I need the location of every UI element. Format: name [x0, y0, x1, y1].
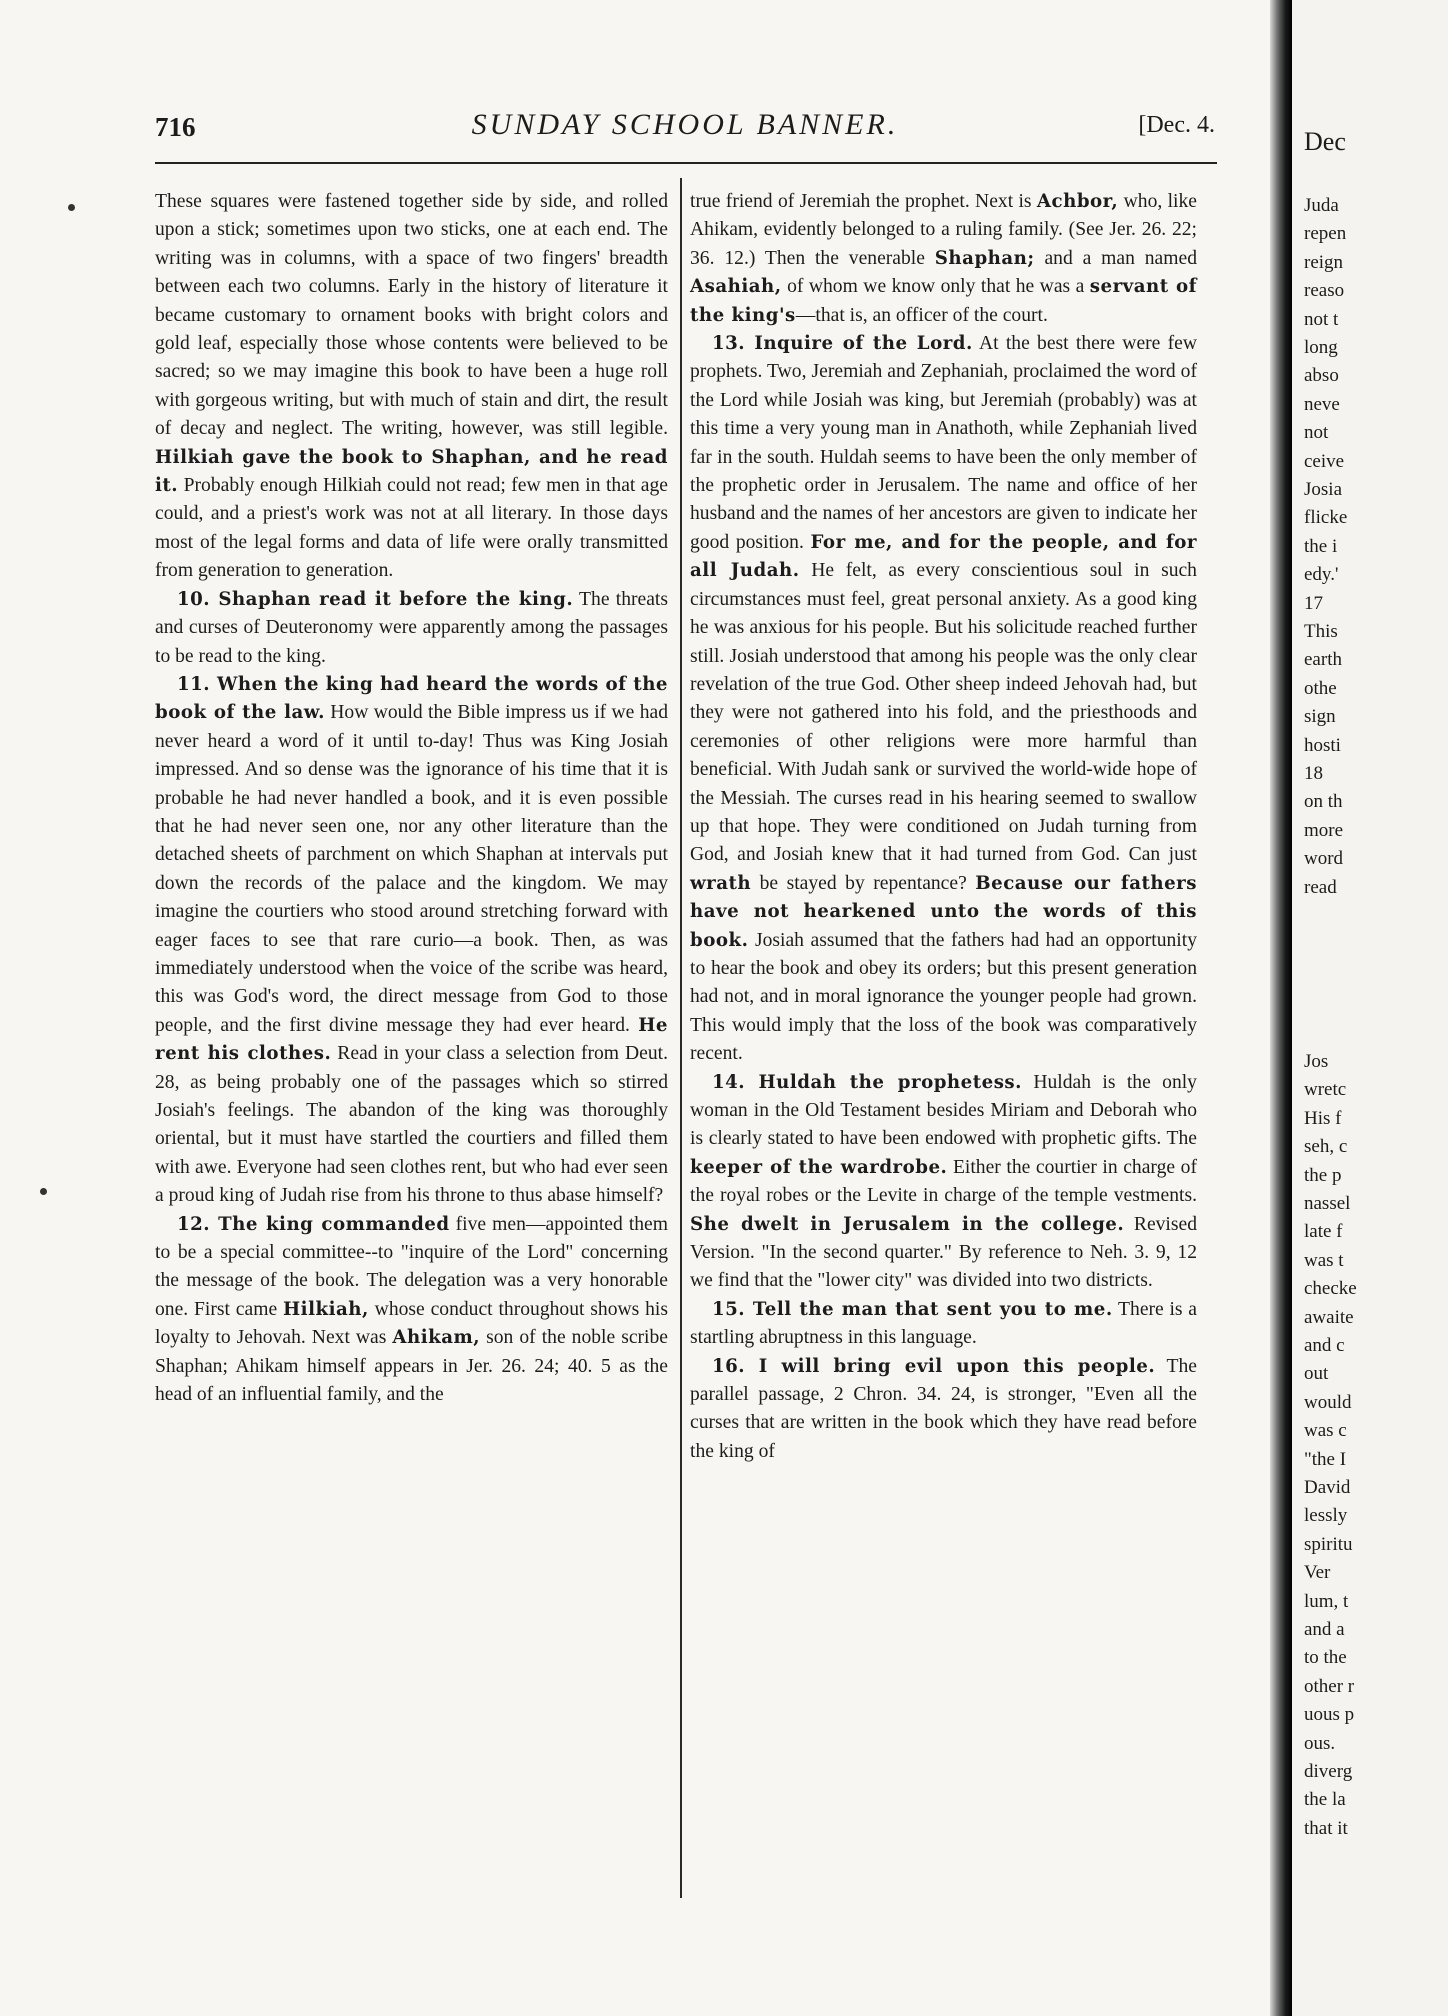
adjacent-page-line: neve: [1304, 393, 1340, 415]
paragraph-roll-description: These squares were fastened together side by side, and rolled upon a stick; sometimes upon two sticks, one at each end. The writing was in columns, with a space of two fingers' breadth between each two columns. Early in the history of literature it became customary to ornament books with bright colors and gold leaf, especially those whose contents were believed to be sacred; so we may imagine this book to have been a huge roll with gorgeous writing, but with much of stain and dirt, the result of decay and neglect. The writing, however, was still legible. Hilkiah gave the book to Shaphan, and he read it. Probably enough Hilkiah could not read; few men in that age could, and a priest's work was not at all literary. In those days most of the legal forms and data of life were orally transmitted from generation to generation.: [155, 191, 668, 582]
adjacent-page-line: Jos: [1304, 1051, 1329, 1072]
adjacent-page-line: would: [1304, 1391, 1352, 1413]
adjacent-page-line: diverg: [1304, 1761, 1353, 1782]
print-speck: [68, 204, 75, 211]
book-gutter: [1270, 0, 1292, 2016]
adjacent-page-line: ceive: [1304, 450, 1345, 472]
adjacent-page-line: lessly: [1304, 1505, 1348, 1527]
adjacent-page-line: was t: [1304, 1249, 1344, 1271]
adjacent-page-line: lum, t: [1304, 1590, 1349, 1612]
adjacent-page-line: and a: [1304, 1619, 1345, 1640]
adjacent-page-header: Dec: [1304, 127, 1346, 156]
adjacent-page-line: This: [1304, 621, 1338, 642]
adjacent-page-line: sign: [1304, 706, 1336, 728]
adjacent-page-line: hosti: [1304, 734, 1341, 756]
right-column: [690, 188, 1197, 1466]
adjacent-page-line: flicke: [1304, 507, 1348, 529]
adjacent-page-line: Josia: [1304, 479, 1342, 500]
adjacent-page-line: nassel: [1304, 1193, 1351, 1214]
adjacent-page-line: reaso: [1304, 280, 1345, 302]
adjacent-page-line: that it: [1304, 1817, 1348, 1839]
header-rule: [155, 162, 1217, 164]
adjacent-page-line: Juda: [1304, 195, 1339, 216]
adjacent-page-line: long: [1304, 337, 1338, 358]
adjacent-page-line: wretc: [1304, 1079, 1347, 1101]
adjacent-page-line: not: [1304, 422, 1329, 444]
adjacent-page-line: read: [1304, 876, 1337, 898]
column-divider: [680, 178, 682, 1898]
adjacent-page-line: more: [1304, 819, 1344, 841]
adjacent-page-line: 17: [1304, 592, 1323, 614]
adjacent-page-line: to the: [1304, 1647, 1347, 1669]
adjacent-page-line: spiritu: [1304, 1533, 1353, 1555]
print-speck: [40, 1188, 47, 1195]
adjacent-page-line: the i: [1304, 535, 1338, 557]
verse-14-note: 14. Huldah the prophetess. Huldah is the only woman in the Old Testament besides Miriam and Deborah who is clearly stated to have been endowed with prophetic gifts. The keeper of the wardrobe. Either the courtier in charge of the royal robes or the Levite in charge of the temple vestments. She dwelt in Jerusalem in the college. Revised Version. "In the second quarter." By reference to Neh. 3. 9, 12 we find that the "lower city" was divided into two districts.: [690, 1071, 1197, 1292]
adjacent-page-line: repen: [1304, 223, 1347, 245]
adjacent-page-line: 18: [1304, 763, 1323, 784]
adjacent-page-line: othe: [1304, 677, 1337, 699]
adjacent-page-line: reign: [1304, 251, 1344, 273]
page-header: [155, 108, 1215, 158]
adjacent-page-line: awaite: [1304, 1306, 1354, 1328]
masthead-title: SUNDAY SCHOOL BANNER.: [471, 108, 899, 141]
adjacent-page-line: Ver: [1304, 1562, 1331, 1584]
adjacent-page-line: abso: [1304, 365, 1339, 387]
adjacent-page-line: not t: [1304, 308, 1339, 330]
adjacent-page-line: other r: [1304, 1675, 1355, 1697]
page-number: 716: [155, 112, 196, 142]
verse-13-note: 13. Inquire of the Lord. At the best there were few prophets. Two, Jeremiah and Zephaniah, proclaimed the word of the Lord while Josiah was king, but Jeremiah (probably) was at this time a very young man in Anathoth, while Zephaniah lived far in the south. Huldah seems to have been the only member of the prophetic order in Jerusalem. The name and office of her husband and the names of her ancestors are given to indicate her good position. For me, and for the people, and for all Judah. He felt, as every conscientious soul in such circumstances must feel, great personal anxiety. As a good king he was anxious for his people. But his solicitude reached further still. Josiah understood that among his people was the only clear revelation of the true God. Other sheep indeed Jehovah had, but they were not gathered into his fold, and the priesthoods and ceremonies of other religions were more harmful than beneficial. With Judah sank or survived the world-wide hope of the Messiah. The curses read in his hearing seemed to swallow up that hope. They were conditioned on Judah turning from God, and Josiah knew that it had turned from God. Can just wrath be stayed by repentance? Because our fathers have not hearkened unto the words of this book. Josiah assumed that the fathers had had an opportunity to hear the book and obey its orders; but this present generation had not, and in moral ignorance the younger people had grown. This would imply that the loss of the book was comparatively recent.: [690, 333, 1197, 1065]
verse-12-note: 12. The king commanded five men—appointed them to be a special committee--to "inquire of the Lord" concerning the message of the book. The delegation was a very honorable one. First came Hilkiah, whose conduct throughout shows his loyalty to Jehovah. Next was Ahikam, son of the noble scribe Shaphan; Ahikam himself appears in Jer. 26. 24; 40. 5 as the head of an influential family, and the: [155, 1213, 668, 1406]
verse-15-note: 15. Tell the man that sent you to me. There is a startling abruptness in this language.: [690, 1298, 1197, 1349]
verse-16-note: 16. I will bring evil upon this people. The parallel passage, 2 Chron. 34. 24, is stronger, "Even all the curses that are written in the book which they have read before the king of: [690, 1355, 1197, 1462]
verse-11-note: 11. When the king had heard the words of the book of the law. How would the Bible impress us if we had never heard a word of it until to-day! Thus was King Josiah impressed. And so dense was the ignorance of his time that it is probable he had never handled a book, and it is even possible that he had never seen one, nor any other literature than the detached sheets of parchment on which Shaphan at intervals put down the records of the palace and the kingdom. We may imagine the courtiers who stood around stretching forward with eager faces to see that rare curio—a book. Then, as was immediately understood when the voice of the scribe was heard, this was God's word, the direct message from God to those people, and the first divine message they had ever heard. He rent his clothes. Read in your class a selection from Deut. 28, as being probably one of the passages which so stirred Josiah's feelings. The abandon of the king was thoroughly oriental, but it must have startled the courtiers and filled them with awe. Everyone had seen clothes rent, but who had ever seen a proud king of Judah rise from his throne to thus abase himself?: [155, 673, 668, 1207]
adjacent-page-line: seh, c: [1304, 1136, 1348, 1158]
adjacent-page-line: ous.: [1304, 1732, 1336, 1754]
adjacent-page-line: edy.': [1304, 564, 1339, 586]
adjacent-page-line: His f: [1304, 1107, 1342, 1129]
adjacent-page-line: uous p: [1304, 1704, 1355, 1726]
adjacent-page-line: the p: [1304, 1164, 1342, 1186]
issue-date: [Dec. 4.: [1138, 112, 1215, 138]
adjacent-page-line: was c: [1304, 1420, 1347, 1442]
delegation-continued: true friend of Jeremiah the prophet. Next is Achbor, who, like Ahikam, evidently belonged to a ruling family. (See Jer. 26. 22; 36. 12.) Then the venerable Shaphan; and a man named Asahiah, of whom we know only that he was a servant of the king's—that is, an officer of the court.: [690, 191, 1197, 326]
adjacent-page-line: and c: [1304, 1335, 1345, 1356]
verse-10-note: 10. Shaphan read it before the king. The threats and curses of Deuteronomy were apparently among the passages to be read to the king.: [155, 588, 668, 667]
adjacent-page-line: "the I: [1304, 1448, 1347, 1470]
adjacent-page-fragment: [1292, 0, 1448, 2016]
adjacent-page-line: the la: [1304, 1789, 1346, 1811]
adjacent-page-line: late f: [1304, 1221, 1343, 1243]
adjacent-page-line: David: [1304, 1477, 1351, 1498]
adjacent-page-line: earth: [1304, 649, 1342, 671]
left-column: [155, 188, 668, 1409]
adjacent-page-line: out: [1304, 1363, 1329, 1385]
adjacent-page-line: on th: [1304, 791, 1343, 813]
adjacent-page-line: word: [1304, 848, 1344, 870]
adjacent-page-line: checke: [1304, 1278, 1357, 1300]
